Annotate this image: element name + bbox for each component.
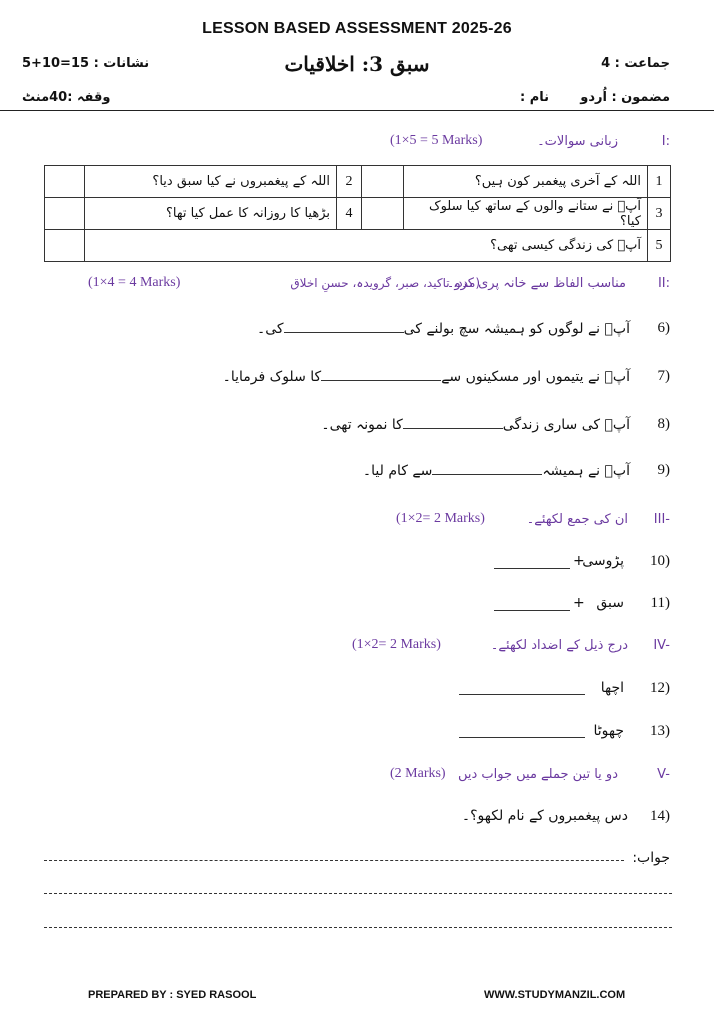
section4-roman: IV- — [653, 638, 670, 653]
section5-roman: V- — [657, 767, 670, 782]
section2-word-bank: (مدد، تاکید، صبر، گرویدہ، حسنِ اخلاق — [290, 276, 480, 290]
question-7-text: آپؐ نے یتیموں اور مسکینوں سے — [441, 369, 630, 385]
section4-marks: (1×2= 2 Marks) — [352, 637, 441, 652]
question-6-text: آپؐ نے لوگوں کو ہمیشہ سچ بولنے کی — [403, 321, 630, 337]
question-4-number: 4 — [337, 198, 362, 230]
table-row — [45, 230, 671, 262]
section3-marks: (1×2= 2 Marks) — [396, 511, 485, 526]
question-10-word: پڑوسی — [582, 553, 624, 569]
question-4-text: بڑھیا کا روزانہ کا عمل کیا تھا؟ — [85, 198, 337, 230]
question-9-end: سے کام لیا۔ — [362, 463, 433, 479]
answer-cell — [45, 230, 85, 262]
question-8-end: کا نمونہ تھی۔ — [321, 417, 403, 433]
section1-title: زبانی سوالات۔ — [537, 134, 618, 149]
table-row — [45, 198, 671, 230]
question-1-text: اللہ کے آخری پیغمبر کون ہیں؟ — [404, 166, 648, 198]
question-9-number: 9) — [657, 462, 670, 478]
question-14-text: دس پیغمبروں کے نام لکھو؟۔ — [461, 808, 628, 824]
section5-marks: (2 Marks) — [390, 766, 446, 781]
fill-blank-12[interactable] — [459, 682, 585, 695]
answer-cell — [45, 198, 85, 230]
question-13-number: 13) — [650, 723, 670, 739]
fill-blank-13[interactable] — [459, 725, 585, 738]
question-8-number: 8) — [657, 416, 670, 432]
question-6-end: کی۔ — [257, 321, 284, 337]
question-14-number: 14) — [650, 808, 670, 824]
section1-marks: (1×5 = 5 Marks) — [390, 133, 483, 148]
question-10-number: 10) — [650, 553, 670, 569]
answer-line-3[interactable] — [44, 927, 672, 928]
question-1-number: 1 — [648, 166, 671, 198]
class-label: جماعت : 4 — [601, 56, 670, 71]
question-9-text: آپؐ نے ہمیشہ — [542, 463, 630, 479]
section2-roman: II: — [657, 276, 670, 291]
section2-marks: (1×4 = 4 Marks) — [88, 275, 181, 290]
header-divider — [0, 110, 714, 111]
table-row — [45, 166, 671, 198]
section1-roman: I: — [661, 134, 670, 149]
section2-title: مناسب الفاظ سے خانہ پری کرو۔ — [446, 276, 626, 291]
question-2-text: اللہ کے پیغمبروں نے کیا سبق دیا؟ — [85, 166, 337, 198]
oral-questions-table — [44, 165, 671, 262]
question-3-text: آپؐ نے ستانے والوں کے ساتھ کیا سلوک کیا؟ — [404, 198, 648, 230]
question-12-word: اچھا — [600, 680, 624, 696]
answer-cell — [362, 166, 404, 198]
question-10-plus: + — [573, 553, 585, 569]
fill-blank-9[interactable] — [432, 462, 542, 475]
question-7-number: 7) — [657, 368, 670, 384]
question-2-number: 2 — [337, 166, 362, 198]
lesson-title: سبق 3: اخلاقیات — [284, 52, 430, 76]
fill-blank-8[interactable] — [403, 416, 503, 429]
question-6 — [257, 320, 630, 337]
question-7 — [223, 368, 630, 385]
question-9 — [363, 462, 630, 479]
section3-title: ان کی جمع لکھئے۔ — [526, 512, 628, 527]
question-12-number: 12) — [650, 680, 670, 696]
question-5-number: 5 — [648, 230, 671, 262]
section3-roman: III- — [653, 512, 670, 527]
question-5-text: آپؐ کی زندگی کیسی تھی؟ — [85, 230, 648, 262]
prepared-by: PREPARED BY : SYED RASOOL — [88, 989, 257, 1001]
section5-title: دو یا تین جملے میں جواب دیں — [457, 767, 618, 782]
answer-cell — [45, 166, 85, 198]
question-8 — [321, 416, 630, 433]
marks-label: نشانات : 15=10+5 — [22, 56, 150, 71]
question-11-plus: + — [573, 595, 585, 611]
time-label: وقفہ :40منٹ — [22, 90, 111, 105]
answer-line-1[interactable] — [44, 860, 624, 861]
fill-blank-7[interactable] — [321, 368, 441, 381]
fill-blank-11[interactable] — [494, 598, 570, 611]
answer-line-2[interactable] — [44, 893, 672, 894]
question-13-word: چھوٹا — [593, 723, 624, 739]
fill-blank-6[interactable] — [284, 320, 404, 333]
answer-label: جواب: — [632, 850, 670, 866]
website-url: WWW.STUDYMANZIL.COM — [484, 989, 626, 1001]
page-title: LESSON BASED ASSESSMENT 2025-26 — [202, 20, 512, 37]
question-11-word: سبق — [596, 595, 624, 611]
question-6-number: 6) — [657, 320, 670, 336]
fill-blank-10[interactable] — [494, 556, 570, 569]
name-label: نام : — [520, 90, 550, 105]
answer-cell — [362, 198, 404, 230]
question-8-text: آپؐ کی ساری زندگی — [502, 417, 630, 433]
question-3-number: 3 — [648, 198, 671, 230]
question-11-number: 11) — [650, 595, 670, 611]
section4-title: درج ذیل کے اضداد لکھئے۔ — [490, 638, 628, 653]
subject-label: مضمون : اُردو — [580, 90, 670, 105]
question-7-end: کا سلوک فرمایا۔ — [222, 369, 322, 385]
